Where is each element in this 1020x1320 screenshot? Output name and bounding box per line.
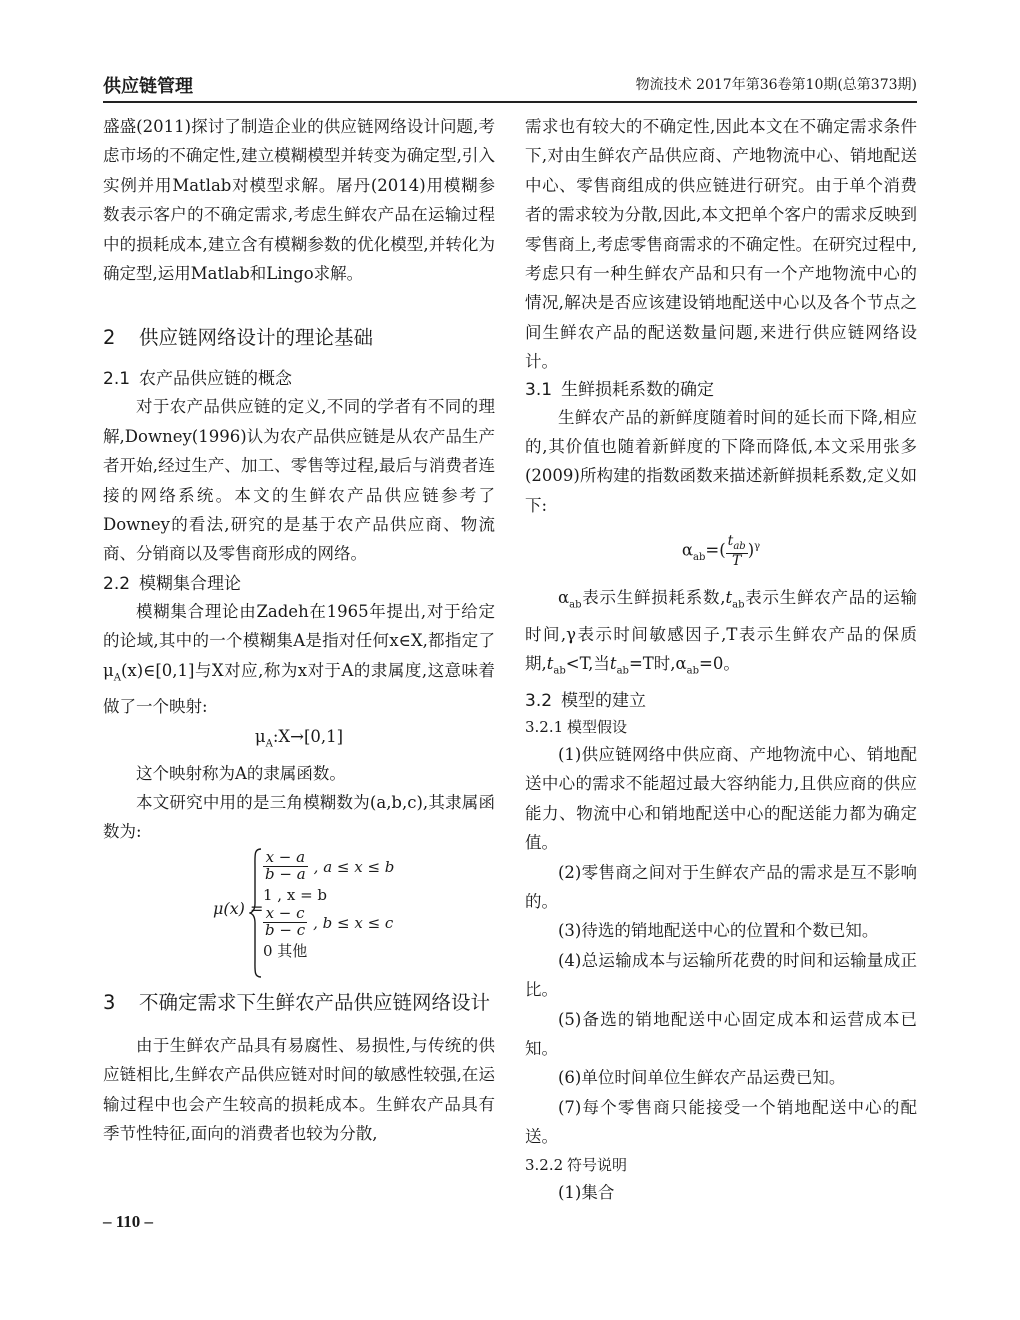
mapping-formula <box>103 722 495 759</box>
denominator: b − c <box>265 921 306 940</box>
text: =0。 <box>699 654 740 674</box>
numerator <box>726 534 748 553</box>
text: ) <box>747 540 755 560</box>
text: =T时,α <box>628 654 687 674</box>
case-3 <box>263 904 394 940</box>
subscript: ab <box>732 599 745 611</box>
condition: , a ≤ x ≤ b <box>313 857 395 876</box>
assumption-1: (1)供应链网络中供应商、产地物流中心、销地配送中心的需求不能超过最大容纳能力,且供应商的供应能力、物流中心和销地配送中心的配送能力都为确定值。 <box>525 744 917 853</box>
subscript: ab <box>686 665 700 677</box>
section-number: 3.1 <box>525 379 553 400</box>
t: t <box>727 533 734 550</box>
section-number: 2.1 <box>103 369 131 390</box>
assumption-5: (5)备选的销地配送中心固定成本和运营成本已知。 <box>525 1009 917 1058</box>
section-3-2-heading <box>525 688 917 714</box>
left-brace-icon <box>249 847 263 979</box>
subscript: ab <box>569 599 582 611</box>
section-3-2-1-heading <box>525 714 917 740</box>
paragraph <box>103 597 495 722</box>
intro-paragraph: 盛盛(2011)探讨了制造企业的供应链网络设计问题,考虑市场的不确定性,建立模糊模型并转变为确定型,引入实例并用Matlab对模型求解。屠丹(2014)用模糊参数表示客户的不确定需求,考虑生鲜农产品在运输过程中的损耗成本,建立含有模糊参数的优化模型,并转化为确定型,运用Matlab和Lingo求解。 <box>103 117 495 284</box>
header-rule <box>103 101 917 103</box>
cases <box>263 848 395 963</box>
section-title: 模型的建立 <box>561 690 646 711</box>
text: α <box>681 540 694 560</box>
loss-coefficient-formula <box>525 528 917 577</box>
text: 0 其他 <box>263 942 308 961</box>
text: 1 , x = b <box>263 885 328 904</box>
section-name: 供应链管理 <box>103 76 193 97</box>
subscript: ab <box>733 541 746 553</box>
text: (x)∈[0,1]与X对应,称为x对于A的隶属度,这意味着做了一个映射: <box>103 660 495 717</box>
subscript: ab <box>693 552 706 564</box>
section-number: 3.2.2 <box>525 1155 564 1174</box>
section-title: 模糊集合理论 <box>139 573 241 594</box>
paragraph: (1)集合 <box>558 1182 615 1202</box>
subscript: ab <box>616 665 629 677</box>
section-number: 3.2.1 <box>525 717 564 736</box>
section-title: 农产品供应链的概念 <box>139 369 292 390</box>
assumption-2: (2)零售商之间对于生鲜农产品的需求是互不影响的。 <box>525 862 917 911</box>
assumption-4: (4)总运输成本与运输所花费的时间和运输量成正比。 <box>525 950 917 1000</box>
case-4 <box>263 939 394 963</box>
assumption-3: (3)待选的销地配送中心的位置和个数已知。 <box>558 921 879 941</box>
assumption-7: (7)每个零售商只能接受一个销地配送中心的配送。 <box>525 1097 917 1147</box>
denominator: T <box>732 552 742 569</box>
text: <T,当 <box>565 654 610 674</box>
assumption-6: (6)单位时间单位生鲜农产品运费已知。 <box>558 1068 846 1088</box>
fraction <box>263 906 307 939</box>
section-number: 2.2 <box>103 573 131 594</box>
paragraph: 本文研究中用的是三角模糊数为(a,b,c),其隶属函数为: <box>103 792 495 842</box>
text: 表示生鲜农产品的运输时间,γ表示时间敏感因子,T表示生鲜农产品的保质期, <box>525 588 918 674</box>
section-title: 模型假设 <box>567 717 628 736</box>
condition: , b ≤ x ≤ c <box>313 913 394 932</box>
text: t <box>609 654 617 674</box>
denominator: b − a <box>265 865 306 884</box>
section-2-2-heading <box>103 571 495 597</box>
fraction <box>726 534 748 568</box>
text: 模糊集合理论由Zadeh在1965年提出,对于给定的论域,其中的一个模糊集A是指对任何x∈X,都指定了μ <box>103 601 495 680</box>
paragraph: 生鲜农产品的新鲜度随着时间的延长而下降,相应的,其价值也随着新鲜度的下降而降低,本文采用张多(2009)所构建的指数函数来描述新鲜损耗系数,定义如下: <box>525 407 917 515</box>
section-title: 符号说明 <box>567 1155 628 1174</box>
section-number: 3.2 <box>525 690 553 711</box>
section-2-1-heading <box>103 366 495 392</box>
fraction <box>263 850 308 883</box>
section-number: 2 <box>103 326 116 350</box>
text: =( <box>705 540 726 560</box>
section-title: 不确定需求下生鲜农产品供应链网络设计 <box>139 990 491 1014</box>
left-column <box>103 112 495 1148</box>
paragraph: 需求也有较大的不确定性,因此本文在不确定需求条件下,对由生鲜农产品供应商、产地物流中心、销地配送中心、零售商组成的供应链进行研究。由于单个消费者的需求较为分散,因此,本文把单个客户的需求反映到零售商上,考虑零售商需求的不确定性。在研究过程中,考虑只有一种生鲜农产品和只有一个产地物流中心的情况,解决是否应该建设销地配送中心以及各个节点之间生鲜农产品的配送数量问题,来进行供应链网络设计。 <box>525 117 917 372</box>
section-3-2-2-heading <box>525 1152 917 1178</box>
paragraph <box>525 583 917 686</box>
paragraph: 对于农产品供应链的定义,不同的学者有不同的理解,Downey(1996)认为农产品供应链是从农产品生产者开始,经过生产、加工、零售等过程,最后与消费者连接的网络系统。本文的生鲜农产品供应链参考了Downey的看法,研究的是基于农产品供应商、物流商、分销商以及零售商形成的网络。 <box>103 397 495 564</box>
text: t <box>546 654 554 674</box>
subscript: A <box>113 671 121 683</box>
section-2-heading <box>103 324 495 352</box>
section-3-heading <box>103 989 495 1017</box>
page-number: – 110 – <box>103 1212 154 1231</box>
numerator: x − c <box>263 906 307 923</box>
superscript: γ <box>754 541 761 553</box>
paragraph: 由于生鲜农产品具有易腐性、易损性,与传统的供应链相比,生鲜农产品供应链对时间的敏感性较强,在运输过程中也会产生较高的损耗成本。生鲜农产品具有季节性特征,面向的消费者也较为分散, <box>103 1035 495 1143</box>
paragraph: 这个映射称为A的隶属函数。 <box>136 763 346 783</box>
text: :X→[0,1] <box>272 726 344 746</box>
case-2 <box>263 883 394 907</box>
section-title: 供应链网络设计的理论基础 <box>139 326 374 350</box>
section-title: 生鲜损耗系数的确定 <box>561 379 714 400</box>
formula-lhs: μ(x) = <box>213 898 264 918</box>
subscript: ab <box>553 665 566 677</box>
case-1 <box>263 848 395 884</box>
text: μ <box>254 726 266 746</box>
text: 表示生鲜损耗系数, <box>581 588 726 608</box>
right-column <box>525 112 917 1207</box>
text: α <box>558 588 570 608</box>
numerator: x − a <box>263 850 308 867</box>
running-header <box>103 72 917 100</box>
journal-info: 物流技术 2017年第36卷第10期(总第373期) <box>635 77 917 93</box>
membership-function-formula <box>103 848 495 979</box>
section-3-1-heading <box>525 377 917 403</box>
text: t <box>725 588 733 608</box>
subscript: A <box>265 738 273 750</box>
section-number: 3 <box>103 990 116 1014</box>
